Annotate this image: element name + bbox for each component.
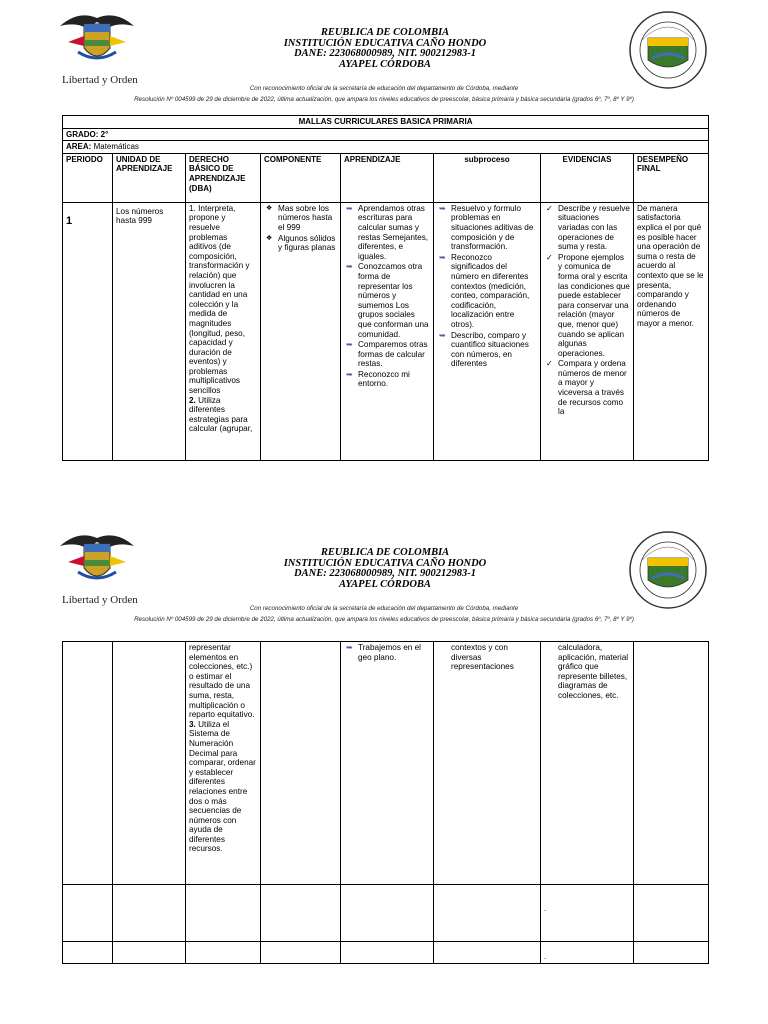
periodo-cell <box>63 642 113 885</box>
table-row <box>63 202 709 460</box>
title-line-institution: INSTITUCIÓN EDUCATIVA CAÑO HONDO <box>283 37 487 49</box>
aprendizaje-cell <box>341 202 434 460</box>
document-page-1 <box>0 0 768 480</box>
arrow-bullet-icon: ➥ <box>346 262 353 272</box>
dba-number-2: 2. <box>189 395 196 405</box>
subproceso-text: Describo, comparo y cuantifico situaciones con números, en diferentes <box>451 330 529 369</box>
col-header-dba: DERECHO BÁSICO DE APRENDIZAJE (DBA) <box>186 153 261 202</box>
empty-cell <box>634 885 709 942</box>
evidencia-text: Describe y resuelve situaciones variadas con las operaciones de suma y resta. <box>558 203 630 252</box>
evidencias-cell <box>541 885 634 942</box>
list-item <box>346 643 430 662</box>
componente-text: Algunos sólidos y figuras planas <box>278 233 336 253</box>
col-header-desempeno: DESEMPEÑO FINAL <box>634 153 709 202</box>
page-header <box>0 0 768 110</box>
arrow-bullet-icon: ➥ <box>439 203 446 213</box>
motto-label: Libertad y Orden <box>62 74 138 86</box>
list-item <box>546 252 630 359</box>
colombia-coat-of-arms-icon <box>58 8 136 70</box>
arrow-bullet-icon: ➥ <box>346 203 353 213</box>
grade-label: GRADO: 2° <box>63 128 709 141</box>
aprendizaje-cell <box>341 642 434 885</box>
arrow-bullet-icon: ➥ <box>346 340 353 350</box>
curriculum-table-continued <box>62 641 709 964</box>
empty-cell <box>341 942 434 964</box>
area-label: AREA: <box>66 142 92 152</box>
title-line-dane: DANE: 223068000989, NIT. 900212983-1 <box>294 48 476 59</box>
check-bullet-icon: ✓ <box>546 252 553 262</box>
desempeno-cell <box>634 642 709 885</box>
resolution-note: Resolución Nº 004599 de 29 de diciembre de 2022, última actualización, que ampara los niveles educativos de preescolar, básica primaria y básica secundaria (grados 6º, 7º, 8º Y 9º) <box>134 96 634 103</box>
document-page-2 <box>0 520 768 1024</box>
resolution-note: Resolución Nº 004599 de 29 de diciembre de 2022, última actualización, que ampara los niveles educativos de preescolar, básica primaria y básica secundaria (grados 6º, 7º, 8º Y 9º) <box>134 616 634 623</box>
aprendizaje-text: Comparemos otras formas de calcular restas. <box>358 340 428 369</box>
table-title-row <box>63 116 709 129</box>
motto-label: Libertad y Orden <box>62 594 138 606</box>
institution-seal-icon <box>628 530 708 610</box>
empty-cell <box>261 942 341 964</box>
empty-cell <box>634 942 709 964</box>
table-row <box>63 885 709 942</box>
subproceso-text: Reconozco significados del número en diferentes contextos (medición, conteo, comparación, codificación, localización entre otros). <box>451 252 530 329</box>
institution-title <box>200 28 570 70</box>
evidencias-cell <box>541 942 634 964</box>
dba-text-2: Utiliza diferentes estrategias para calcular (agrupar, <box>189 395 253 434</box>
empty-cell <box>113 942 186 964</box>
title-line-institution: INSTITUCIÓN EDUCATIVA CAÑO HONDO <box>283 557 487 569</box>
dba-text-2-continued: representar elementos en colecciones, etc.) o estimar el resultado de una suma, resta, multiplicación o reparto equitativo. <box>189 643 255 720</box>
empty-cell <box>186 942 261 964</box>
col-header-componente: COMPONENTE <box>261 153 341 202</box>
table-header-row <box>63 153 709 202</box>
title-line-city: AYAPEL CÓRDOBA <box>339 578 431 590</box>
empty-cell <box>113 885 186 942</box>
curriculum-table <box>62 115 709 461</box>
dba-cell <box>186 642 261 885</box>
desempeno-cell: De manera satisfactoria explica el por qué es posible hacer una operación de suma o resta de acuerdo al contexto que se le presenta, comparando y ordenando números de mayor a menor. <box>634 202 709 460</box>
componente-cell <box>261 642 341 885</box>
aprendizaje-text: Conozcamos otra forma de representar los números y sumemos Los grupos sociales que conforman una comunidad. <box>358 262 429 339</box>
check-bullet-icon: ✓ <box>546 359 553 369</box>
area-cell <box>63 141 709 154</box>
subproceso-cell: contextos y con diversas representaciones <box>434 642 541 885</box>
colombia-coat-of-arms-icon <box>58 528 136 590</box>
institution-title <box>200 548 570 590</box>
dba-number-3: 3. <box>189 719 196 729</box>
aprendizaje-text: Trabajemos en el geo plano. <box>358 643 421 662</box>
aprendizaje-text: Reconozco mi entorno. <box>358 369 410 389</box>
area-value: Matemáticas <box>93 142 139 152</box>
area-row <box>63 141 709 154</box>
title-line-city: AYAPEL CÓRDOBA <box>339 58 431 70</box>
subproceso-cell <box>434 202 541 460</box>
evidencias-cell: calculadora, aplicación, material gráfico que represente billetes, diagramas de colecciones, etc. <box>541 642 634 885</box>
list-item <box>546 359 630 417</box>
empty-cell <box>63 942 113 964</box>
institution-seal-icon <box>628 10 708 90</box>
recognition-note: Con reconocimiento oficial de la secretaría de educación del departamento de Córdoba, mediante <box>249 85 519 92</box>
list-item <box>266 233 337 253</box>
componente-text: Mas sobre los números hasta el 999 <box>278 203 333 232</box>
table-row <box>63 642 709 885</box>
dot-mark: . <box>544 952 547 961</box>
table-row <box>63 942 709 964</box>
title-line-dane: DANE: 223068000989, NIT. 900212983-1 <box>294 568 476 579</box>
arrow-bullet-icon: ➥ <box>439 330 446 340</box>
grade-row <box>63 128 709 141</box>
col-header-periodo: PERIODO <box>63 153 113 202</box>
dba-cell <box>186 202 261 460</box>
col-header-aprendizaje: APRENDIZAJE <box>341 153 434 202</box>
page-header <box>0 520 768 630</box>
evidencia-text: Compara y ordena números de menor a mayor y viceversa a través de recursos como la <box>558 359 627 417</box>
col-header-subproceso: subproceso <box>434 153 541 202</box>
list-item <box>546 203 630 252</box>
dba-text-3: Utiliza el Sistema de Numeración Decimal para comparar, ordenar y establecer diferentes relaciones entre dos o más secuencias de números con ayuda de diferentes recursos. <box>189 719 256 854</box>
empty-cell <box>434 885 541 942</box>
list-item <box>346 203 430 262</box>
dba-number-1: 1. <box>189 203 196 213</box>
subproceso-text: Resuelvo y formulo problemas en situaciones aditivas de composición y de transformación. <box>451 203 534 252</box>
list-item <box>439 252 537 330</box>
col-header-evidencias: EVIDENCIAS <box>541 153 634 202</box>
list-item <box>439 330 537 369</box>
list-item <box>346 369 430 389</box>
empty-cell <box>63 885 113 942</box>
diamond-bullet-icon: ❖ <box>266 234 273 242</box>
diamond-bullet-icon: ❖ <box>266 204 273 212</box>
componente-cell <box>261 202 341 460</box>
unidad-cell <box>113 642 186 885</box>
evidencia-text: Propone ejemplos y comunica de forma oral y escrita las condiciones que puede establecer para conservar una relación (mayor que, menor que) cuando se aplican algunas operaciones. <box>558 252 630 358</box>
col-header-unidad: UNIDAD DE APRENDIZAJE <box>113 153 186 202</box>
check-bullet-icon: ✓ <box>546 203 553 213</box>
empty-cell <box>341 885 434 942</box>
list-item <box>346 340 430 369</box>
aprendizaje-text: Aprendamos otras escrituras para calcular sumas y restas Semejantes, diferentes, e iguales. <box>358 203 429 261</box>
empty-cell <box>261 885 341 942</box>
list-item <box>439 203 537 252</box>
recognition-note: Con reconocimiento oficial de la secretaría de educación del departamento de Córdoba, mediante <box>249 605 519 612</box>
dot-mark: . <box>544 904 547 913</box>
empty-cell <box>186 885 261 942</box>
list-item <box>346 262 430 339</box>
unidad-cell: Los números hasta 999 <box>113 202 186 460</box>
periodo-cell: 1 <box>63 202 113 460</box>
title-line-country: REUBLICA DE COLOMBIA <box>320 547 450 558</box>
dba-text-1: Interpreta, propone y resuelve problemas aditivos (de composición, transformación y relación) que involucren la cantidad en una colección y la medida de magnitudes (longitud, peso, capacidad y duración de eventos) y problemas multiplicativos sencillos <box>189 203 250 396</box>
table-title: MALLAS CURRICULARES BASICA PRIMARIA <box>63 116 709 129</box>
evidencias-cell <box>541 202 634 460</box>
arrow-bullet-icon: ➥ <box>346 369 353 379</box>
title-line-country: REUBLICA DE COLOMBIA <box>320 27 450 38</box>
list-item <box>266 203 337 233</box>
empty-cell <box>434 942 541 964</box>
arrow-bullet-icon: ➥ <box>439 252 446 262</box>
arrow-bullet-icon: ➥ <box>346 643 353 652</box>
